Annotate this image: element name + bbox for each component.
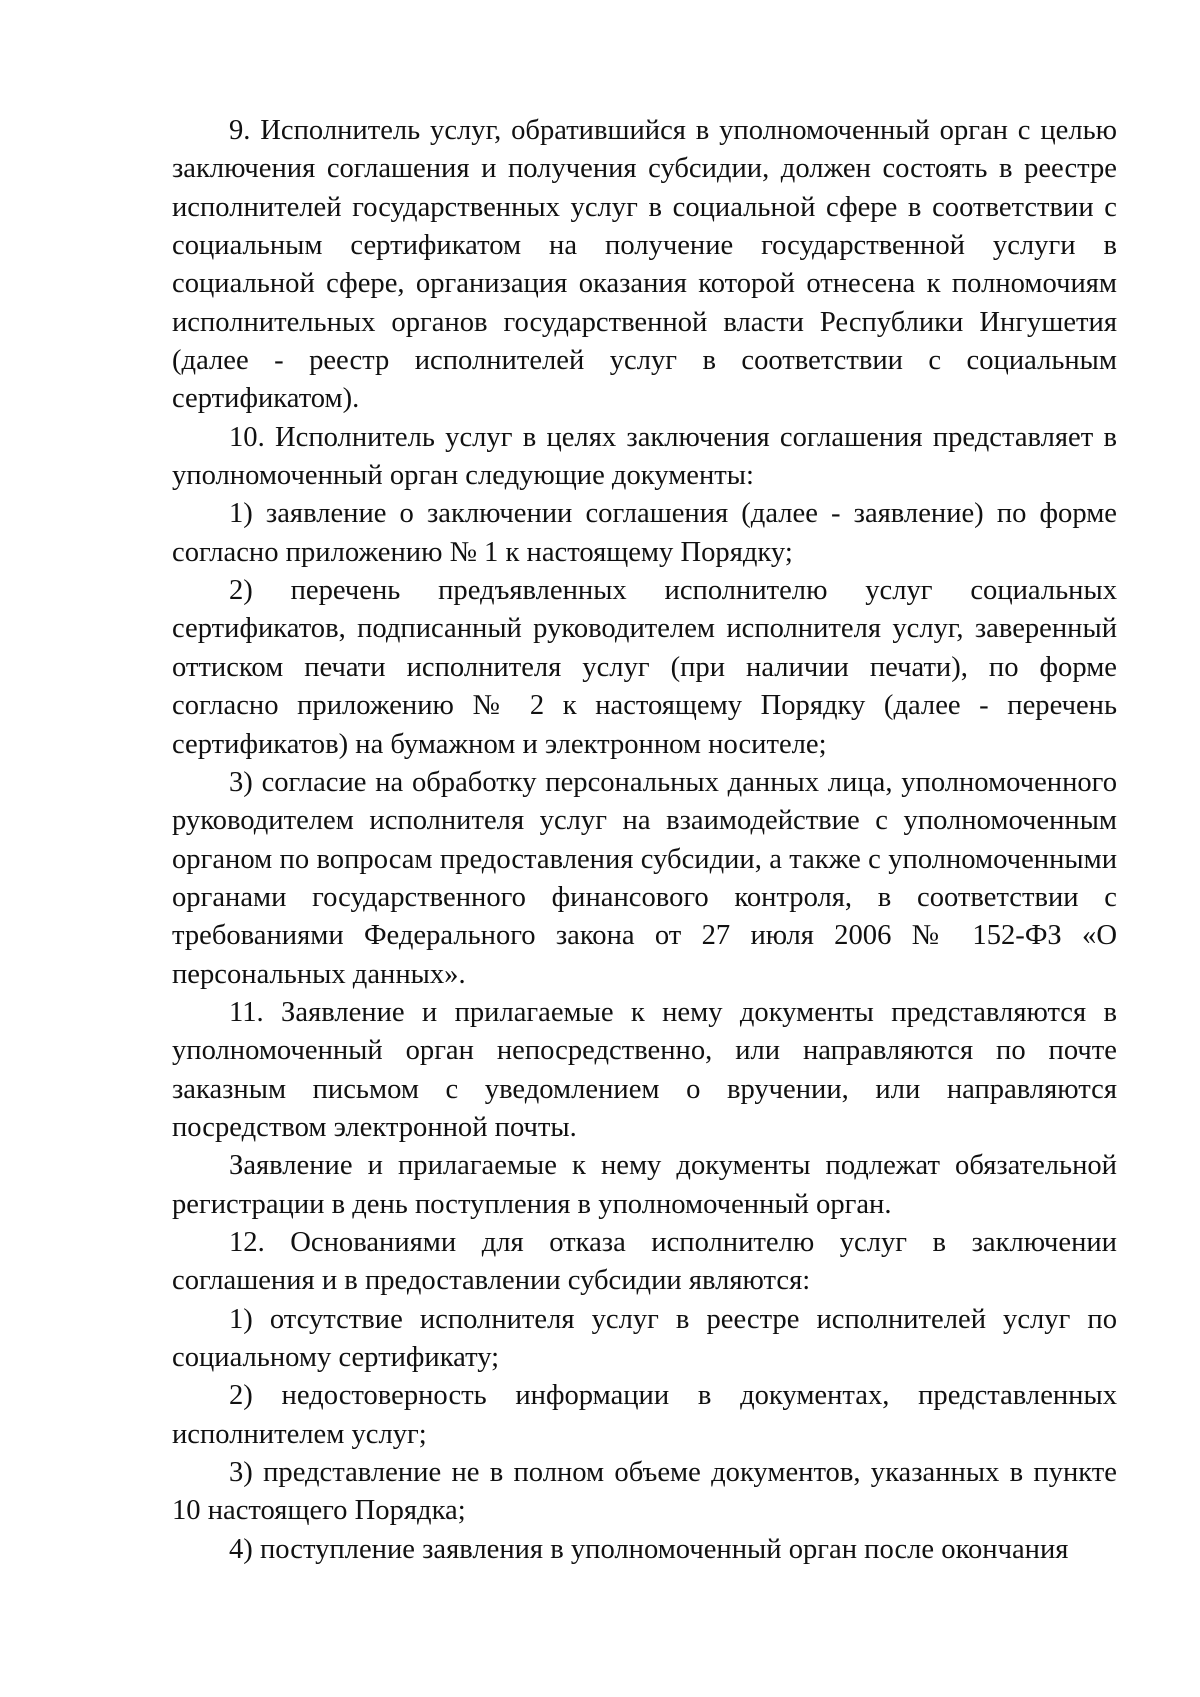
paragraph-12-item-2: 2) недостоверность информации в документах, представленных исполнителем услуг; (172, 1380, 1117, 1450)
paragraph-12: 12. Основаниями для отказа исполнителю услуг в заключении соглашения и в предоставлении субсидии являются: (172, 1226, 1117, 1297)
paragraph-12-item-1: 1) отсутствие исполнителя услуг в реестре исполнителей услуг по социальному сертификату; (172, 1303, 1117, 1373)
paragraph-10-item-2: 2) перечень предъявленных исполнителю услуг социальных сертификатов, подписанный руководителем исполнителя услуг, заверенный оттиском печати исполнителя услуг (при наличии печати), по форме согласно приложению № 2 к настоящему Порядку (далее - перечень сертификатов) на бумажном и электронном носителе; (172, 575, 1117, 760)
paragraph-10-item-1: 1) заявление о заключении соглашения (далее - заявление) по форме согласно приложению № 1 к настоящему Порядку; (172, 498, 1117, 568)
paragraph-12-item-4: 4) поступление заявления в уполномоченный орган после окончания (229, 1533, 1069, 1565)
paragraph-11-registration: Заявление и прилагаемые к нему документы подлежат обязательной регистрации в день поступления в уполномоченный орган. (172, 1150, 1117, 1220)
document-body (172, 112, 1117, 1569)
paragraph-10: 10. Исполнитель услуг в целях заключения соглашения представляет в уполномоченный орган следующие документы: (172, 421, 1117, 492)
paragraph-9: 9. Исполнитель услуг, обратившийся в уполномоченный орган с целью заключения соглашения и получения субсидии, должен состоять в реестре исполнителей государственных услуг в социальной сфере в соответствии с социальным сертификатом на получение государственной услуги в социальной сфере, организация оказания которой отнесена к полномочиям исполнительных органов государственной власти Республики Ингушетия (далее - реестр исполнителей услуг в соответствии с социальным сертификатом). (172, 115, 1117, 415)
paragraph-11: 11. Заявление и прилагаемые к нему документы представляются в уполномоченный орган непосредственно, или направляются по почте заказным письмом с уведомлением о вручении, или направляются посредством электронной почты. (172, 996, 1117, 1143)
paragraph-12-item-3: 3) представление не в полном объеме документов, указанных в пункте 10 настоящего Порядка; (172, 1457, 1117, 1527)
paragraph-10-item-3: 3) согласие на обработку персональных данных лица, уполномоченного руководителем исполнителя услуг на взаимодействие с уполномоченным органом по вопросам предоставления субсидии, а также с уполномоченными органами государственного финансового контроля, в соответствии с требованиями Федерального закона от 27 июля 2006 № 152-ФЗ «О персональных данных». (172, 766, 1117, 990)
